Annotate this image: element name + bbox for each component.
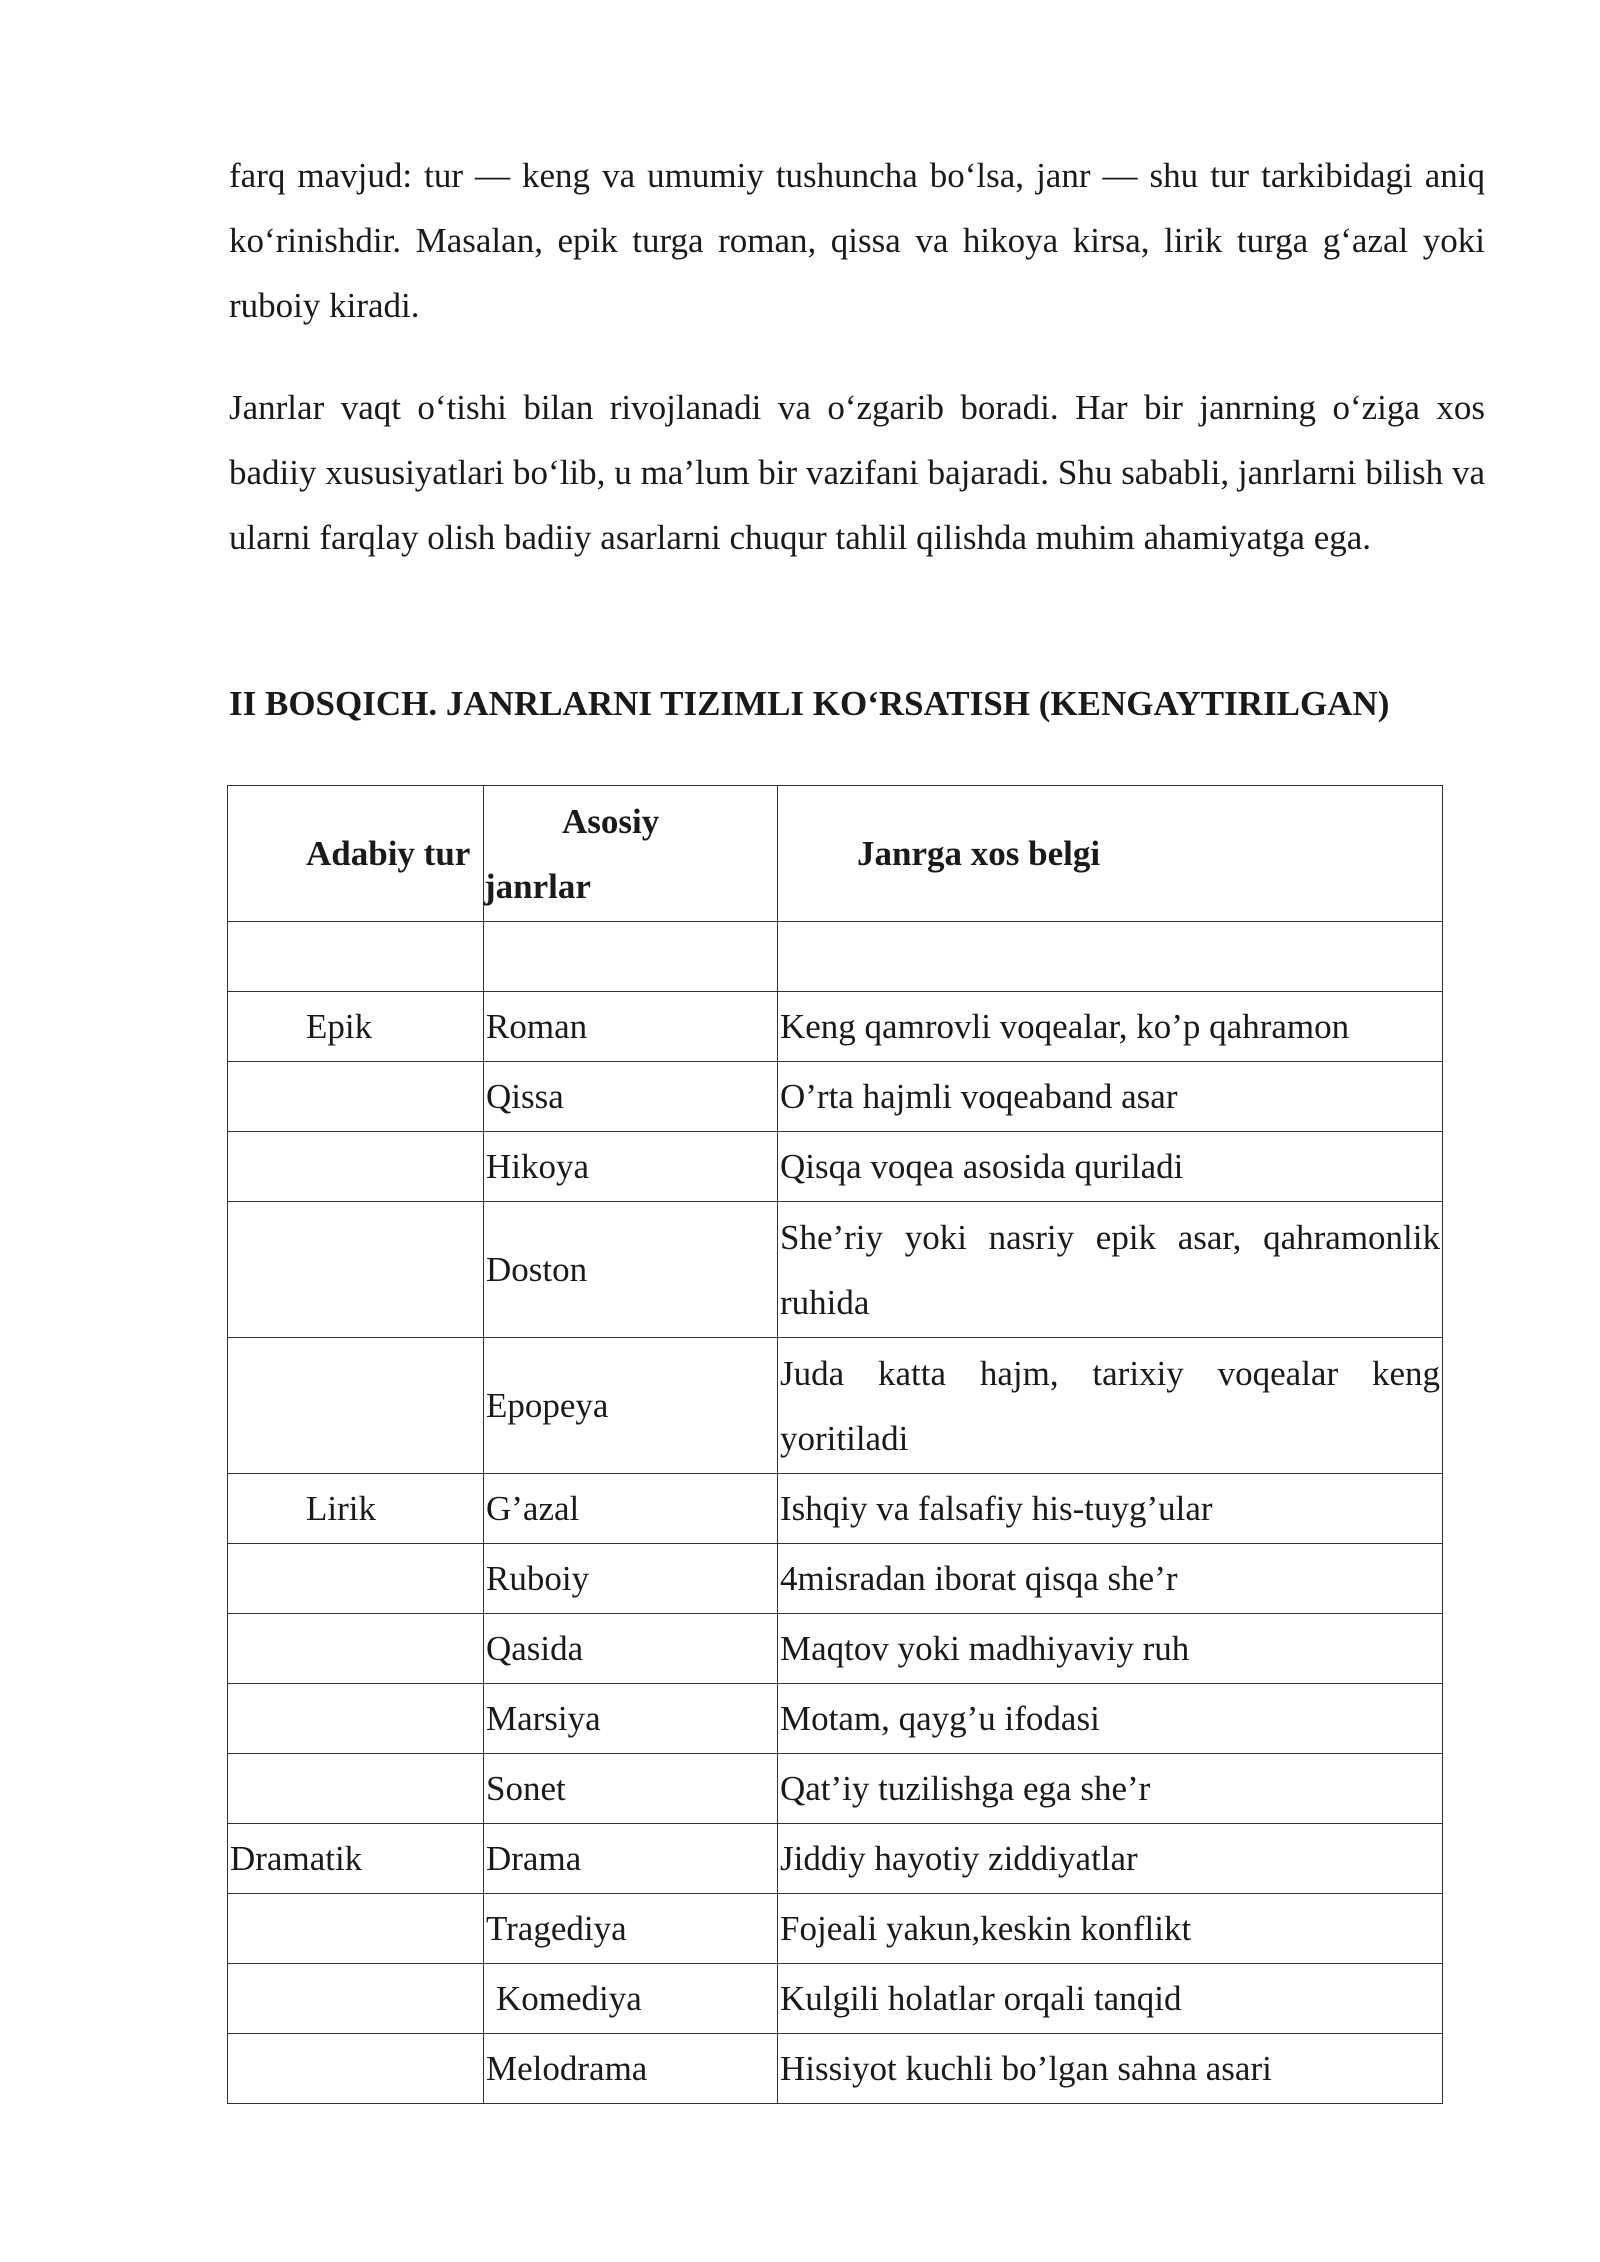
table-row [228,1544,1443,1614]
paragraph-genres-evolve: Janrlar vaqt o‘tishi bilan rivojlanadi va o‘zgarib boradi. Har bir janrning o‘ziga xos badiiy xususiyatlari bo‘lib, u ma’lum bir vazifani bajaradi. Shu sababli, janrlarni bilish va ularni farqlay olish badiiy asarlarni chuqur tahlil qilishda muhim ahamiyatga ega. [229,388,1485,557]
table-row [228,1894,1443,1964]
table-row [228,1132,1443,1202]
tur-cell [228,1754,484,1824]
table-row [228,1824,1443,1894]
janr-cell: Drama [484,1824,778,1894]
belgi-cell: Motam, qayg’u ifodasi [778,1684,1443,1754]
header-asosiy-line2: janrlar [484,866,591,906]
header-asosiy-line1: Asosiy [562,801,660,841]
tur-cell [228,1132,484,1202]
table-row [228,992,1443,1062]
header-adabiy-tur: Adabiy tur [228,786,484,922]
janr-cell: Epopeya [484,1338,778,1474]
section-heading: II BOSQICH. JANRLARNI TIZIMLI KO‘RSATISH (KENGAYTIRILGAN) [229,684,1390,723]
janr-cell: Tragediya [484,1894,778,1964]
belgi-cell: Jiddiy hayotiy ziddiyatlar [778,1824,1443,1894]
janr-cell: G’azal [484,1474,778,1544]
table-row [228,2034,1443,2104]
genres-table [227,785,1443,2104]
janr-cell: Marsiya [484,1684,778,1754]
table-header-row [228,786,1443,922]
table-row [228,1062,1443,1132]
tur-cell: Lirik [228,1474,484,1544]
tur-cell [228,1964,484,2034]
belgi-cell: Maqtov yoki madhiyaviy ruh [778,1614,1443,1684]
tur-cell [228,1614,484,1684]
tur-cell [228,1894,484,1964]
belgi-cell: Ishqiy va falsafiy his-tuyg’ular [778,1474,1443,1544]
belgi-cell: She’riy yoki nasriy epik asar, qahramonlik ruhida [778,1202,1443,1338]
paragraph-intro: farq mavjud: tur — keng va umumiy tushuncha bo‘lsa, janr — shu tur tarkibidagi aniq ko‘rinishdir. Masalan, epik turga roman, qissa va hikoya kirsa, lirik turga g‘azal yoki ruboiy kiradi. [229,156,1485,325]
belgi-cell: Keng qamrovli voqealar, ko’p qahramon [778,992,1443,1062]
empty-cell [484,922,778,992]
table-row [228,1614,1443,1684]
janr-cell: Sonet [484,1754,778,1824]
janr-cell: Komediya [484,1964,778,2034]
table-row [228,1338,1443,1474]
belgi-cell: Qat’iy tuzilishga ega she’r [778,1754,1443,1824]
belgi-cell: Qisqa voqea asosida quriladi [778,1132,1443,1202]
table-row [228,1964,1443,2034]
header-asosiy-janrlar [484,786,778,922]
belgi-cell: Kulgili holatlar orqali tanqid [778,1964,1443,2034]
empty-cell [778,922,1443,992]
table-row [228,1202,1443,1338]
belgi-cell: Fojeali yakun,keskin konflikt [778,1894,1443,1964]
tur-cell: Epik [228,992,484,1062]
tur-cell: Dramatik [228,1824,484,1894]
table-empty-row [228,922,1443,992]
belgi-cell: O’rta hajmli voqeaband asar [778,1062,1443,1132]
janr-cell: Melodrama [484,2034,778,2104]
belgi-cell: Juda katta hajm, tarixiy voqealar keng yoritiladi [778,1338,1443,1474]
table-row [228,1474,1443,1544]
tur-cell [228,1338,484,1474]
belgi-cell: 4misradan iborat qisqa she’r [778,1544,1443,1614]
janr-cell: Qasida [484,1614,778,1684]
empty-cell [228,922,484,992]
janr-cell: Doston [484,1202,778,1338]
janr-cell: Ruboiy [484,1544,778,1614]
table-row [228,1754,1443,1824]
janr-cell: Roman [484,992,778,1062]
janr-cell: Qissa [484,1062,778,1132]
header-janrga-xos-belgi: Janrga xos belgi [778,786,1443,922]
tur-cell [228,2034,484,2104]
tur-cell [228,1062,484,1132]
tur-cell [228,1202,484,1338]
tur-cell [228,1684,484,1754]
table-row [228,1684,1443,1754]
tur-cell [228,1544,484,1614]
janr-cell: Hikoya [484,1132,778,1202]
belgi-cell: Hissiyot kuchli bo’lgan sahna asari [778,2034,1443,2104]
